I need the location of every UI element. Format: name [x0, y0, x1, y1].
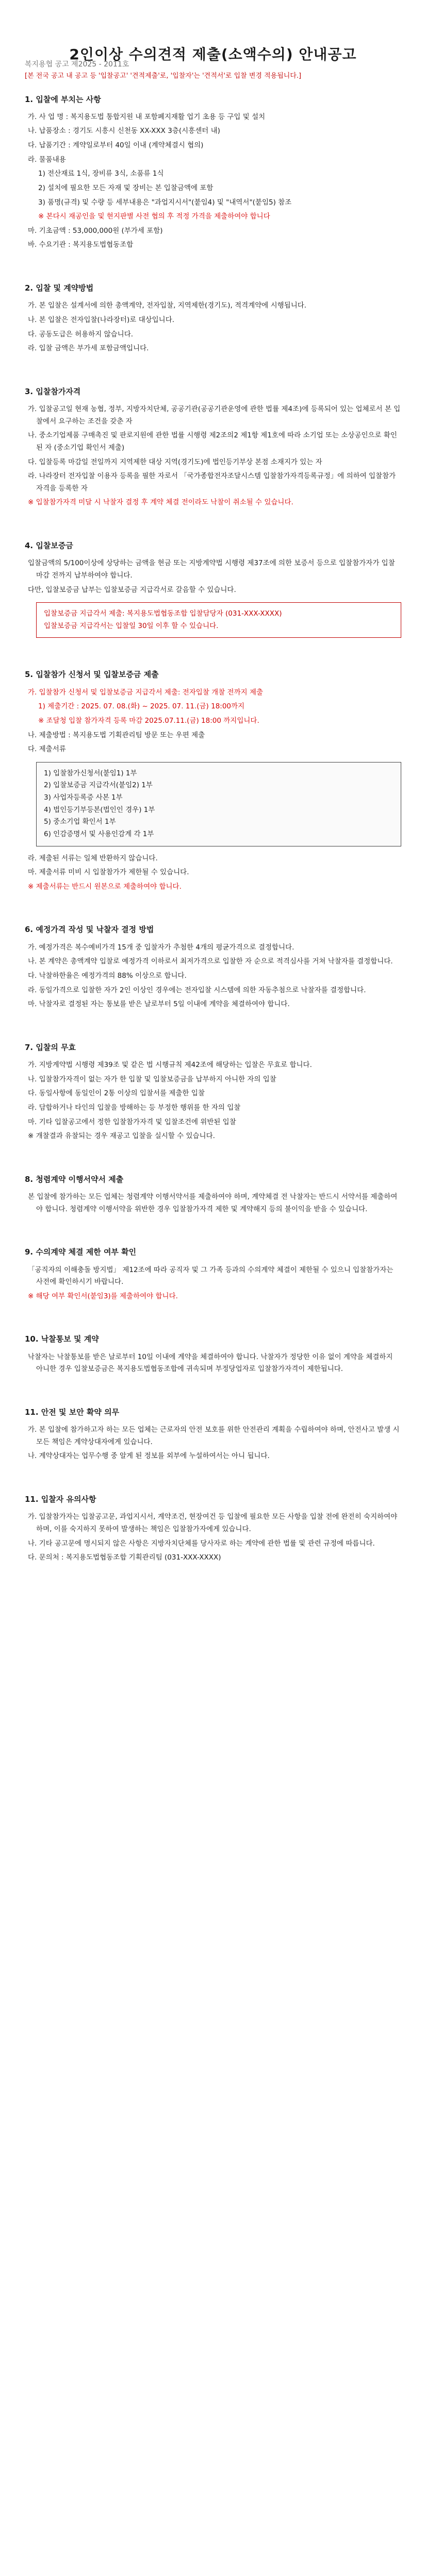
section-5 [25, 668, 401, 893]
list-item: 마. 제출서류 미비 시 입찰참가가 제한될 수 있습니다. [28, 868, 189, 877]
document-body [25, 93, 401, 1564]
list-item: 낙찰자는 낙찰통보를 받은 날로부터 10일 이내에 계약을 체결하여야 합니다. 낙찰자가 정당한 이유 없이 계약을 체결하지 아니한 경우 입찰보증금은 복지용도법협동조합에 귀속되며 부정당업자로 입찰참가자격이 제한됩니다. [28, 1352, 393, 1374]
list-item: 나. 입찰참가자격이 없는 자가 한 입찰 및 입찰보증금을 납부하지 아니한 자의 입찰 [28, 1075, 276, 1083]
section-heading: 5. 입찰참가 신청서 및 입찰보증금 제출 [25, 670, 159, 680]
list-item: 다. 동일사항에 동일인이 2통 이상의 입찰서를 제출한 입찰 [28, 1089, 205, 1098]
section-11 [25, 1405, 401, 1463]
section-heading: 11. 입찰자 유의사항 [25, 1495, 96, 1504]
section-1 [25, 93, 401, 252]
list-item: 바. 수요기관 : 복지용도법협동조합 [28, 241, 134, 249]
list-item: 가. 지방계약법 시행령 제39조 및 같은 법 시행규칙 제42조에 해당하는 입찰은 무효로 합니다. [28, 1061, 312, 1069]
list-item: 다. 납품기간 : 계약일로부터 40일 이내 (계약체결시 협의) [28, 141, 204, 149]
section-heading: 2. 입찰 및 계약방법 [25, 283, 94, 293]
section-9 [25, 1245, 401, 1302]
section-heading: 10. 낙찰통보 및 계약 [25, 1334, 99, 1344]
section-4 [25, 539, 401, 638]
list-item: ※ 해당 여부 확인서(붙임3)를 제출하여야 합니다. [28, 1292, 178, 1300]
list-item: 가. 입찰참가자는 입찰공고문, 과업지시서, 계약조건, 현장여건 등 입찰에 필요한 모든 사항을 입찰 전에 완전히 숙지하여야 하며, 이를 숙지하지 못하여 발생하는 책임은 입찰참가자에게 있습니다. [28, 1513, 398, 1533]
sub-item-warning: ※ 본다시 재공인을 및 현지판별 사전 협의 후 적정 가격을 제출하여야 합니다 [38, 212, 270, 221]
list-item: 라. 물품내용 [28, 155, 66, 164]
list-item: 다. 공동도급은 허용하지 않습니다. [28, 330, 134, 338]
section-7 [25, 1041, 401, 1143]
section-heading: 7. 입찰의 무효 [25, 1042, 76, 1052]
section-6 [25, 923, 401, 1010]
list-item: 다만, 입찰보증금 납부는 입찰보증금 지급각서로 갈음할 수 있습니다. [28, 585, 236, 594]
list-item: 마. 기타 입찰공고에서 정한 입찰참가자격 및 입찰조건에 위반된 입찰 [28, 1117, 236, 1126]
list-item: 나. 본 입찰은 전자입찰(나라장터)로 대상입니다. [28, 315, 175, 324]
list-item: 입찰금액의 5/100이상에 상당하는 금액을 현금 또는 지방계약법 시행령 제37조에 의한 보증서 등으로 입찰참가자가 입찰 마감 전까지 납부하여야 합니다. [28, 559, 395, 580]
box-line: 6) 인감증명서 및 사용인감계 각 1부 [44, 829, 154, 838]
list-item: 가. 본 입찰은 설계서에 의한 총액계약, 전자입찰, 지역제한(경기도), 적격계약에 시행됩니다. [28, 301, 307, 310]
doc-number: 복지용협 공고 제2025 - 2011호 [25, 60, 129, 69]
list-item: 다. 낙찰하한율은 예정가격의 88% 이상으로 합니다. [28, 971, 187, 980]
box-line: 4) 법인등기부등본(법인인 경우) 1부 [44, 805, 155, 814]
list-item: 다. 입찰등록 마감일 전일까지 지역제한 대상 지역(경기도)에 법인등기부상 본점 소재지가 있는 자 [28, 457, 322, 466]
section-10 [25, 1332, 401, 1376]
notice-line: [본 전국 공고 내 공고 등 '입찰공고' '견적제출'로, '입찰자'는 '견적서'로 입찰 변경 적용됩니다.] [25, 72, 302, 80]
list-item: 나. 계약상대자는 업무수행 중 알게 된 정보를 외부에 누설하여서는 아니 됩니다. [28, 1452, 270, 1461]
sub-item: 3) 품명(규격) 및 수량 등 세부내용은 "과업지시서"(붙임4) 및 "내역서"(붙임5) 참조 [38, 198, 292, 207]
list-item: 다. 제출서류 [28, 745, 66, 754]
list-item: 나. 납품장소 : 경기도 시흥시 신천동 XX-XXX 3층(시흥센터 내) [28, 127, 220, 135]
warning-text: ※ 제출서류는 반드시 원본으로 제출하여야 합니다. [28, 882, 182, 891]
section-heading: 6. 예정가격 작성 및 낙찰자 결정 방법 [25, 925, 154, 935]
section-3 [25, 385, 401, 509]
list-item: 나. 제출방법 : 복지용도법 기획관리팀 방문 또는 우편 제출 [28, 731, 205, 739]
list-item: 라. 제출된 서류는 일체 반환하지 않습니다. [28, 854, 158, 862]
sub-item: 1) 전산재료 1식, 장비류 3식, 소품류 1식 [38, 170, 164, 178]
list-item: 다. 문의처 : 복지용도법협동조합 기획관리팀 (031-XXX-XXXX) [28, 1553, 221, 1562]
list-item: 본 입찰에 참가하는 모든 업체는 청렴계약 이행서약서를 제출하여야 하며, 계약체결 전 낙찰자는 반드시 서약서를 제출하여야 합니다. 청렴계약 이행서약을 위반한 경우 입찰참가자격 제한 및 계약해지 등의 불이익을 받을 수 있습니다. [28, 1193, 398, 1213]
list-item: 가. 예정가격은 복수예비가격 15개 중 입찰자가 추첨한 4개의 평균가격으로 결정합니다. [28, 943, 294, 952]
list-item: 가. 입찰공고일 현재 농협, 정부, 지방자치단체, 공공기관(공공기관운영에 관한 법률 제4조)에 등록되어 있는 업체로서 본 입찰에서 요구하는 조건을 갖춘 자 [28, 405, 401, 426]
note-text: ※ 개찰결과 유찰되는 경우 재공고 입찰을 실시할 수 있습니다. [28, 1132, 215, 1141]
boxed-notice [36, 602, 401, 638]
section-heading: 8. 청렴계약 이행서약서 제출 [25, 1174, 124, 1184]
section-heading: 9. 수의계약 체결 제한 여부 확인 [25, 1247, 137, 1257]
boxed-line: 입찰보증금 지급각서는 입찰일 30일 이후 할 수 있습니다. [44, 621, 219, 630]
section-12 [25, 1493, 401, 1564]
box-line: 5) 중소기업 확인서 1부 [44, 818, 116, 826]
box-line: 3) 사업자등록증 사본 1부 [44, 793, 123, 802]
section-2 [25, 281, 401, 355]
warning-text: ※ 입찰참가자격 미달 시 낙찰자 결정 후 계약 체결 전이라도 낙찰이 취소될 수 있습니다. [28, 498, 293, 507]
page-title: 2인이상 수의견적 제출(소액수의) 안내공고 [69, 46, 357, 63]
list-item: 마. 기초금액 : 53,000,000원 (부가세 포함) [28, 226, 163, 235]
document-box [36, 762, 401, 846]
list-item: 라. 입찰 금액은 부가세 포함금액입니다. [28, 344, 149, 353]
list-item: 라. 담합하거나 타인의 입찰을 방해하는 등 부정한 행위를 한 자의 입찰 [28, 1103, 241, 1112]
list-item: 가. 사 업 명 : 복지용도법 통합지원 내 포함폐지재활 업기 초용 등 구입 및 설치 [28, 112, 266, 121]
list-item: 나. 본 계약은 총액계약 입찰로 예정가격 이하로서 최저가격으로 입찰한 자 순으로 적격심사를 거쳐 낙찰자를 결정합니다. [28, 957, 393, 966]
list-item: 나. 기타 공고문에 명시되지 않은 사항은 지방자치단체를 당사자로 하는 계약에 관한 법률 및 관련 규정에 따릅니다. [28, 1539, 375, 1548]
section-heading: 1. 입찰에 부치는 사항 [25, 94, 101, 104]
section-8 [25, 1173, 401, 1216]
section-heading: 11. 안전 및 보안 확약 의무 [25, 1407, 120, 1417]
list-item: 라. 동일가격으로 입찰한 자가 2인 이상인 경우에는 전자입찰 시스템에 의한 자동추첨으로 낙찰자를 결정합니다. [28, 986, 366, 994]
section-heading: 3. 입찰참가자격 [25, 386, 81, 396]
list-item: 「공직자의 이해충돌 방지법」 제12조에 따라 공직자 및 그 가족 등과의 수의계약 체결이 제한될 수 있으니 입찰참가자는 사전에 확인하시기 바랍니다. [28, 1265, 394, 1286]
list-item: 마. 낙찰자로 결정된 자는 통보를 받은 날로부터 5일 이내에 계약을 체결하여야 합니다. [28, 1000, 290, 1009]
boxed-line: 입찰보증금 지급각서 제출: 복지용도법협동조합 입찰담당자 (031-XXX-XXXX) [44, 609, 282, 618]
list-item: 나. 중소기업제품 구매촉진 및 판로지원에 관한 법률 시행령 제2조의2 제1항 제1호에 따라 소기업 또는 소상공인으로 확인된 자 (중소기업 확인서 제출) [28, 431, 397, 452]
sub-item: 1) 제출기간 : 2025. 07. 08.(화) ~ 2025. 07. 11.(금) 18:00까지 [38, 702, 245, 711]
sub-item: 2) 설치에 필요한 모든 자재 및 장비는 본 입찰금액에 포함 [38, 183, 214, 192]
box-line: 1) 입찰참가신청서(붙임1) 1부 [44, 769, 137, 777]
list-item: 라. 나라장터 전자입찰 이용자 등록을 필한 자로서 「국가종합전자조달시스템 입찰참가자격등록규정」에 의하여 입찰참가자격을 등록한 자 [28, 472, 396, 493]
section-heading: 4. 입찰보증금 [25, 541, 73, 550]
list-item: 가. 입찰참가 신청서 및 입찰보증금 지급각서 제출: 전자입찰 개찰 전까지 제출 [28, 688, 264, 697]
box-line: 2) 입찰보증금 지급각서(붙임2) 1부 [44, 781, 153, 790]
sub-item: ※ 조달청 입찰 참가자격 등록 마감 2025.07.11.(금) 18:00 까지입니다. [38, 716, 259, 725]
list-item: 가. 본 입찰에 참가하고자 하는 모든 업체는 근로자의 안전 보호를 위한 안전관리 계획을 수립하여야 하며, 안전사고 발생 시 모든 책임은 계약상대자에게 있습니다. [28, 1426, 400, 1446]
